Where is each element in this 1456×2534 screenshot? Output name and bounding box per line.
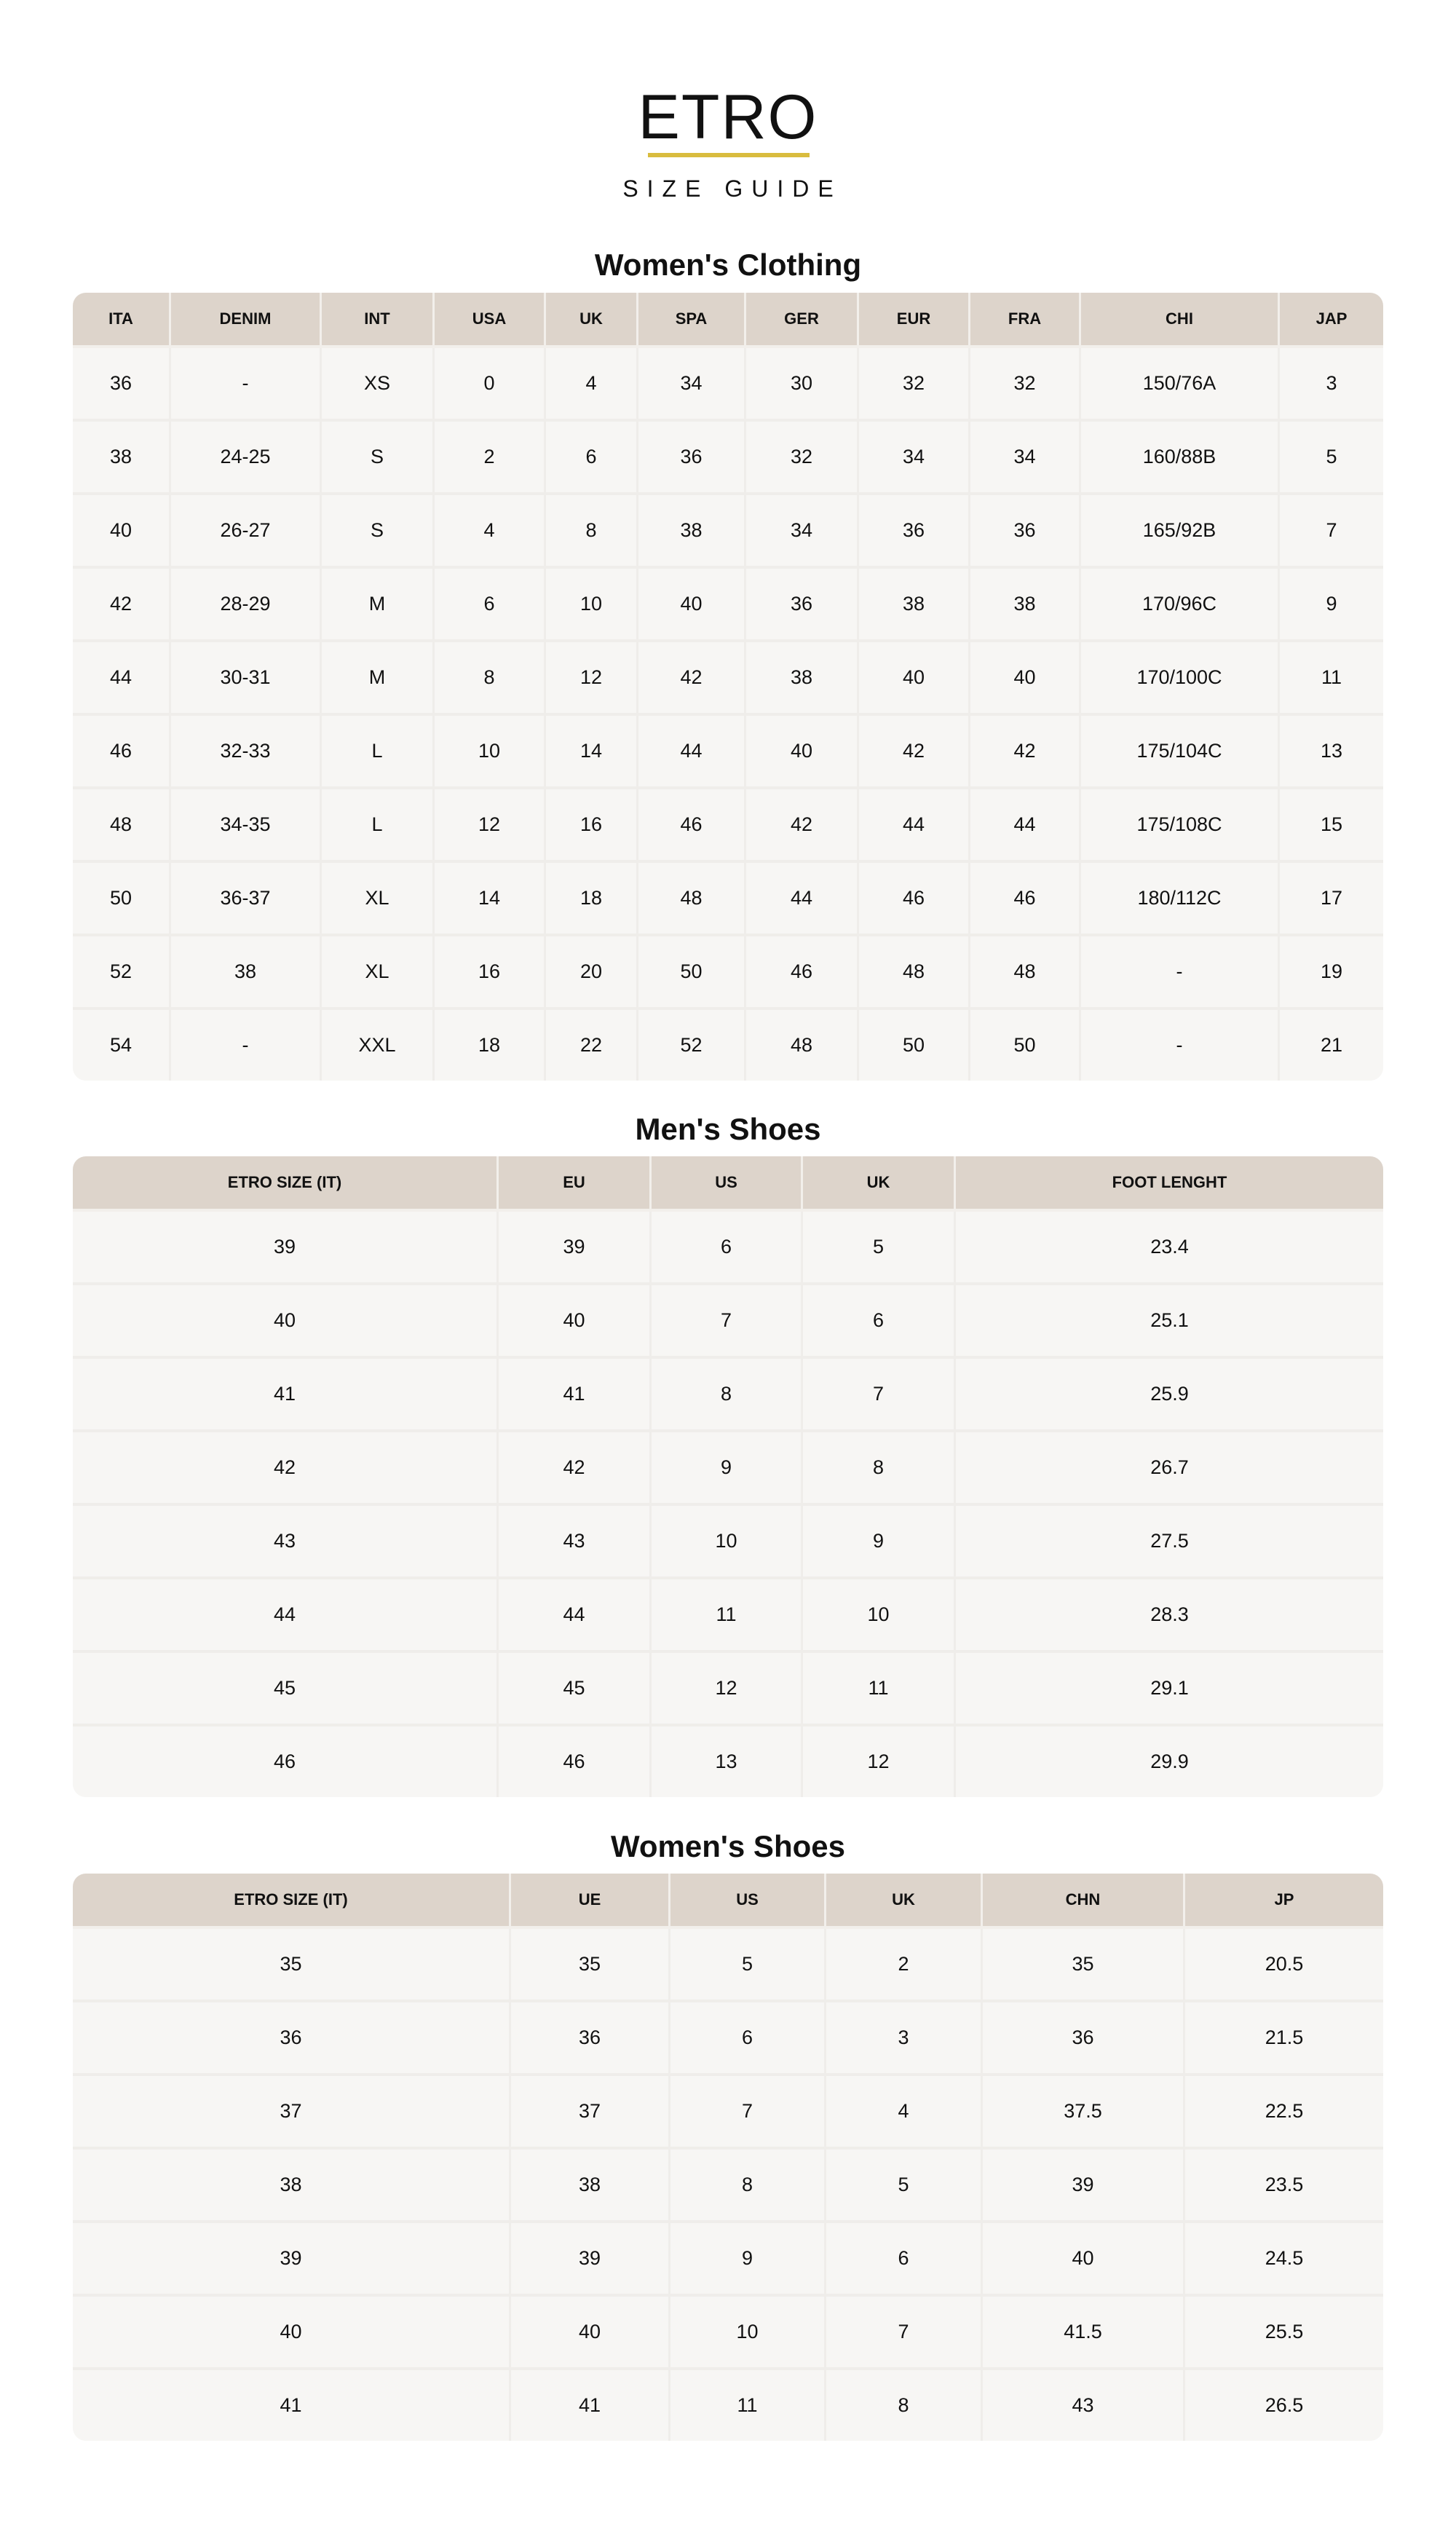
- table-row: [73, 2076, 1383, 2150]
- table-header-row: [73, 1874, 1383, 1929]
- table-cell: 36: [970, 495, 1081, 569]
- table-cell: 14: [546, 716, 638, 789]
- table-cell: 37: [511, 2076, 670, 2150]
- table-cell: 26.7: [956, 1432, 1383, 1506]
- table-cell: 3: [1280, 348, 1383, 422]
- table-cell: 27.5: [956, 1506, 1383, 1579]
- table-cell: 22: [546, 1010, 638, 1081]
- table-cell: 34: [638, 348, 746, 422]
- table-cell: 44: [73, 642, 171, 716]
- table-row: [73, 789, 1383, 863]
- table-cell: XL: [322, 863, 435, 936]
- table-cell: 10: [435, 716, 546, 789]
- table-cell: 15: [1280, 789, 1383, 863]
- table-cell: S: [322, 495, 435, 569]
- table-cell: 6: [826, 2223, 983, 2297]
- table-cell: 2: [435, 422, 546, 495]
- table-cell: 50: [73, 863, 171, 936]
- column-header: UK: [803, 1156, 956, 1212]
- table-cell: 44: [859, 789, 970, 863]
- table-cell: 36: [638, 422, 746, 495]
- table-cell: 42: [638, 642, 746, 716]
- table-cell: 46: [970, 863, 1081, 936]
- table-row: [73, 2002, 1383, 2076]
- table-cell: 35: [511, 1929, 670, 2002]
- table-cell: 38: [73, 2150, 511, 2223]
- table-cell: 38: [73, 422, 171, 495]
- table-cell: 42: [859, 716, 970, 789]
- table-cell: 5: [826, 2150, 983, 2223]
- table-cell: 35: [73, 1929, 511, 2002]
- table-row: [73, 1432, 1383, 1506]
- table-cell: 40: [970, 642, 1081, 716]
- table-cell: 19: [1280, 936, 1383, 1010]
- table-cell: 32: [859, 348, 970, 422]
- table-cell: 11: [652, 1579, 803, 1653]
- table-cell: 6: [652, 1212, 803, 1285]
- table-cell: 7: [826, 2297, 983, 2370]
- table-cell: 12: [803, 1726, 956, 1797]
- table-cell: 12: [652, 1653, 803, 1726]
- table-cell: 13: [652, 1726, 803, 1797]
- table-cell: 34-35: [171, 789, 322, 863]
- table-cell: 48: [638, 863, 746, 936]
- column-header: CHI: [1081, 293, 1280, 348]
- womens-clothing-table: [73, 293, 1383, 1081]
- table-cell: 36: [859, 495, 970, 569]
- table-cell: 0: [435, 348, 546, 422]
- table-cell: 4: [826, 2076, 983, 2150]
- table-cell: 32: [746, 422, 859, 495]
- table-cell: 36: [73, 348, 171, 422]
- table-cell: 29.1: [956, 1653, 1383, 1726]
- table-cell: 39: [73, 2223, 511, 2297]
- table-cell: XL: [322, 936, 435, 1010]
- table-cell: 25.5: [1185, 2297, 1383, 2370]
- table-cell: 30-31: [171, 642, 322, 716]
- table-cell: 30: [746, 348, 859, 422]
- table-cell: 45: [499, 1653, 652, 1726]
- table-row: [73, 1212, 1383, 1285]
- table-cell: M: [322, 569, 435, 642]
- table-cell: 8: [546, 495, 638, 569]
- table-row: [73, 1726, 1383, 1797]
- table-cell: 18: [546, 863, 638, 936]
- table-cell: 36: [983, 2002, 1185, 2076]
- table-cell: 28.3: [956, 1579, 1383, 1653]
- column-header: EUR: [859, 293, 970, 348]
- table-cell: 40: [499, 1285, 652, 1359]
- table-cell: 38: [511, 2150, 670, 2223]
- table-row: [73, 642, 1383, 716]
- table-header-row: [73, 293, 1383, 348]
- table-cell: 34: [859, 422, 970, 495]
- table-cell: -: [1081, 1010, 1280, 1081]
- table-cell: 9: [803, 1506, 956, 1579]
- table-cell: 23.5: [1185, 2150, 1383, 2223]
- table-row: [73, 1010, 1383, 1081]
- table-cell: 150/76A: [1081, 348, 1280, 422]
- table-cell: 17: [1280, 863, 1383, 936]
- column-header: CHN: [983, 1874, 1185, 1929]
- table-cell: 43: [73, 1506, 499, 1579]
- table-cell: 40: [746, 716, 859, 789]
- table-row: [73, 569, 1383, 642]
- table-row: [73, 1285, 1383, 1359]
- table-cell: 5: [670, 1929, 826, 2002]
- table-cell: 21.5: [1185, 2002, 1383, 2076]
- table-cell: 10: [803, 1579, 956, 1653]
- table-cell: 170/100C: [1081, 642, 1280, 716]
- table-cell: 37: [73, 2076, 511, 2150]
- table-cell: 8: [803, 1432, 956, 1506]
- table-cell: L: [322, 716, 435, 789]
- table-cell: XXL: [322, 1010, 435, 1081]
- table-cell: 46: [73, 716, 171, 789]
- table-cell: 5: [803, 1212, 956, 1285]
- table-cell: 165/92B: [1081, 495, 1280, 569]
- table-cell: 12: [546, 642, 638, 716]
- column-header: FOOT LENGHT: [956, 1156, 1383, 1212]
- table-cell: 38: [970, 569, 1081, 642]
- section-title-womens-shoes: Women's Shoes: [611, 1829, 845, 1863]
- table-cell: 18: [435, 1010, 546, 1081]
- table-cell: S: [322, 422, 435, 495]
- table-row: [73, 2297, 1383, 2370]
- table-cell: 7: [1280, 495, 1383, 569]
- table-cell: 36: [73, 2002, 511, 2076]
- table-cell: M: [322, 642, 435, 716]
- table-row: [73, 1359, 1383, 1432]
- table-cell: 43: [499, 1506, 652, 1579]
- table-cell: 50: [859, 1010, 970, 1081]
- table-row: [73, 1653, 1383, 1726]
- table-cell: 13: [1280, 716, 1383, 789]
- column-header: GER: [746, 293, 859, 348]
- column-header: FRA: [970, 293, 1081, 348]
- table-cell: 36: [511, 2002, 670, 2076]
- table-cell: 4: [435, 495, 546, 569]
- column-header: JAP: [1280, 293, 1383, 348]
- table-cell: 2: [826, 1929, 983, 2002]
- table-cell: 24.5: [1185, 2223, 1383, 2297]
- table-cell: 9: [1280, 569, 1383, 642]
- table-cell: 6: [435, 569, 546, 642]
- table-row: [73, 348, 1383, 422]
- table-cell: 34: [970, 422, 1081, 495]
- table-cell: 39: [73, 1212, 499, 1285]
- table-cell: 29.9: [956, 1726, 1383, 1797]
- table-cell: 170/96C: [1081, 569, 1280, 642]
- table-cell: 10: [652, 1506, 803, 1579]
- table-cell: 32-33: [171, 716, 322, 789]
- table-cell: 7: [652, 1285, 803, 1359]
- table-cell: -: [171, 1010, 322, 1081]
- table-row: [73, 863, 1383, 936]
- column-header: EU: [499, 1156, 652, 1212]
- table-cell: 5: [1280, 422, 1383, 495]
- column-header: US: [670, 1874, 826, 1929]
- table-cell: 16: [546, 789, 638, 863]
- table-cell: 14: [435, 863, 546, 936]
- table-cell: 39: [983, 2150, 1185, 2223]
- table-cell: 34: [746, 495, 859, 569]
- table-cell: 28-29: [171, 569, 322, 642]
- table-cell: 6: [546, 422, 638, 495]
- table-cell: 9: [670, 2223, 826, 2297]
- table-row: [73, 2370, 1383, 2441]
- table-cell: 50: [638, 936, 746, 1010]
- column-header: UK: [826, 1874, 983, 1929]
- table-cell: 42: [499, 1432, 652, 1506]
- column-header: INT: [322, 293, 435, 348]
- table-cell: 7: [803, 1359, 956, 1432]
- table-cell: 9: [652, 1432, 803, 1506]
- column-header: JP: [1185, 1874, 1383, 1929]
- column-header: USA: [435, 293, 546, 348]
- table-cell: 10: [670, 2297, 826, 2370]
- table-cell: 42: [73, 1432, 499, 1506]
- table-row: [73, 716, 1383, 789]
- table-cell: 41.5: [983, 2297, 1185, 2370]
- table-row: [73, 495, 1383, 569]
- table-cell: 48: [746, 1010, 859, 1081]
- table-row: [73, 2223, 1383, 2297]
- table-cell: 40: [73, 2297, 511, 2370]
- table-cell: 6: [670, 2002, 826, 2076]
- table-cell: 41: [499, 1359, 652, 1432]
- table-cell: 10: [546, 569, 638, 642]
- table-cell: 8: [670, 2150, 826, 2223]
- table-cell: -: [171, 348, 322, 422]
- table-cell: 54: [73, 1010, 171, 1081]
- table-row: [73, 422, 1383, 495]
- table-cell: 38: [171, 936, 322, 1010]
- table-cell: 8: [652, 1359, 803, 1432]
- table-cell: 11: [803, 1653, 956, 1726]
- column-header: SPA: [638, 293, 746, 348]
- page-subtitle: SIZE GUIDE: [622, 175, 842, 202]
- column-header: ETRO SIZE (IT): [73, 1874, 511, 1929]
- brand-logo: ETRO: [638, 82, 818, 152]
- table-cell: 41: [73, 2370, 511, 2441]
- table-cell: 52: [73, 936, 171, 1010]
- table-cell: 40: [859, 642, 970, 716]
- table-cell: 44: [746, 863, 859, 936]
- table-cell: 35: [983, 1929, 1185, 2002]
- table-cell: 50: [970, 1010, 1081, 1081]
- table-cell: 40: [638, 569, 746, 642]
- table-cell: 21: [1280, 1010, 1383, 1081]
- table-cell: 45: [73, 1653, 499, 1726]
- table-cell: 22.5: [1185, 2076, 1383, 2150]
- table-cell: 46: [638, 789, 746, 863]
- table-cell: -: [1081, 936, 1280, 1010]
- column-header: ETRO SIZE (IT): [73, 1156, 499, 1212]
- table-cell: 46: [73, 1726, 499, 1797]
- table-cell: 41: [511, 2370, 670, 2441]
- column-header: ITA: [73, 293, 171, 348]
- womens-shoes-table: [73, 1874, 1383, 2441]
- table-cell: 175/104C: [1081, 716, 1280, 789]
- table-row: [73, 936, 1383, 1010]
- section-title-mens-shoes: Men's Shoes: [635, 1112, 821, 1146]
- table-cell: 20: [546, 936, 638, 1010]
- table-cell: 160/88B: [1081, 422, 1280, 495]
- table-cell: 48: [859, 936, 970, 1010]
- table-cell: 8: [435, 642, 546, 716]
- table-cell: 44: [73, 1579, 499, 1653]
- table-cell: 44: [638, 716, 746, 789]
- table-cell: 7: [670, 2076, 826, 2150]
- table-cell: 46: [746, 936, 859, 1010]
- table-cell: 12: [435, 789, 546, 863]
- table-cell: 44: [499, 1579, 652, 1653]
- table-cell: 39: [511, 2223, 670, 2297]
- table-cell: 11: [670, 2370, 826, 2441]
- table-cell: 20.5: [1185, 1929, 1383, 2002]
- table-cell: 38: [746, 642, 859, 716]
- table-cell: 36: [746, 569, 859, 642]
- table-cell: 38: [859, 569, 970, 642]
- table-cell: 40: [983, 2223, 1185, 2297]
- table-cell: XS: [322, 348, 435, 422]
- table-cell: 48: [970, 936, 1081, 1010]
- table-cell: 39: [499, 1212, 652, 1285]
- logo-underline: [648, 153, 810, 157]
- table-cell: 11: [1280, 642, 1383, 716]
- table-cell: 26-27: [171, 495, 322, 569]
- table-cell: 43: [983, 2370, 1185, 2441]
- table-cell: 42: [970, 716, 1081, 789]
- table-cell: 24-25: [171, 422, 322, 495]
- table-cell: 32: [970, 348, 1081, 422]
- table-row: [73, 1506, 1383, 1579]
- mens-shoes-table: [73, 1156, 1383, 1797]
- table-cell: 26.5: [1185, 2370, 1383, 2441]
- table-cell: 6: [803, 1285, 956, 1359]
- table-cell: 40: [73, 495, 171, 569]
- table-cell: 175/108C: [1081, 789, 1280, 863]
- table-cell: 46: [499, 1726, 652, 1797]
- table-cell: 16: [435, 936, 546, 1010]
- table-cell: 40: [511, 2297, 670, 2370]
- table-cell: 36-37: [171, 863, 322, 936]
- table-cell: 8: [826, 2370, 983, 2441]
- table-cell: 37.5: [983, 2076, 1185, 2150]
- table-cell: 4: [546, 348, 638, 422]
- table-cell: 25.9: [956, 1359, 1383, 1432]
- table-cell: L: [322, 789, 435, 863]
- column-header: UE: [511, 1874, 670, 1929]
- table-cell: 40: [73, 1285, 499, 1359]
- table-cell: 180/112C: [1081, 863, 1280, 936]
- table-row: [73, 2150, 1383, 2223]
- table-cell: 42: [73, 569, 171, 642]
- table-cell: 52: [638, 1010, 746, 1081]
- table-cell: 38: [638, 495, 746, 569]
- table-cell: 25.1: [956, 1285, 1383, 1359]
- table-cell: 3: [826, 2002, 983, 2076]
- column-header: DENIM: [171, 293, 322, 348]
- section-title-womens-clothing: Women's Clothing: [594, 248, 862, 282]
- table-header-row: [73, 1156, 1383, 1212]
- column-header: UK: [546, 293, 638, 348]
- table-row: [73, 1579, 1383, 1653]
- table-cell: 23.4: [956, 1212, 1383, 1285]
- table-cell: 46: [859, 863, 970, 936]
- table-cell: 42: [746, 789, 859, 863]
- table-cell: 41: [73, 1359, 499, 1432]
- table-row: [73, 1929, 1383, 2002]
- table-cell: 48: [73, 789, 171, 863]
- column-header: US: [652, 1156, 803, 1212]
- table-cell: 44: [970, 789, 1081, 863]
